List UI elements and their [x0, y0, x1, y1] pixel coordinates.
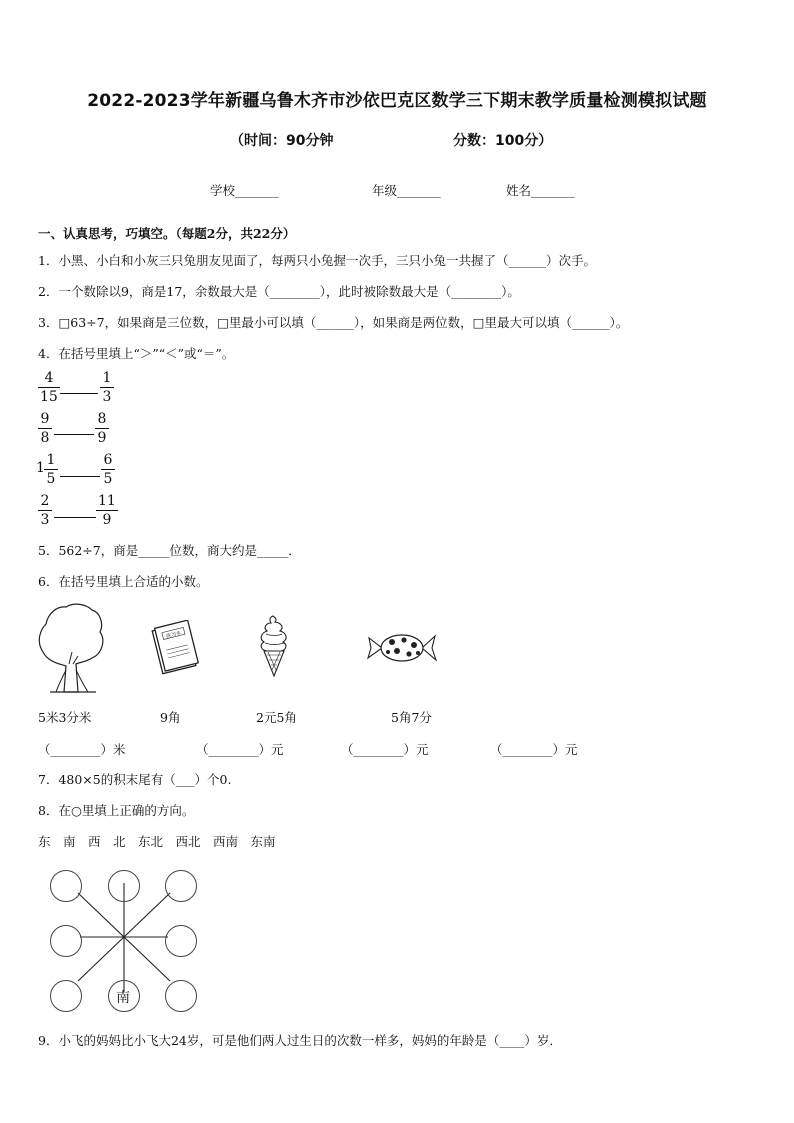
question-1: 1．小黑、小白和小灰三只兔朋友见面了，每两只小兔握一次手，三只小兔一共握了（______）次手。 — [38, 253, 596, 268]
direction-circle-northwest[interactable] — [50, 870, 82, 902]
grade-field[interactable]: 年级_______ — [372, 183, 441, 198]
direction-circle-north[interactable] — [108, 870, 140, 902]
direction-circle-northeast[interactable] — [165, 870, 197, 902]
fraction: 9 8 — [38, 410, 52, 447]
picture-label: 2元5角 — [256, 710, 297, 725]
direction-circle-east[interactable] — [165, 925, 197, 957]
answer-blank[interactable] — [60, 393, 98, 394]
answer-blank[interactable] — [60, 476, 100, 477]
answer-blank[interactable]: （________）元 — [341, 742, 429, 757]
answer-blank[interactable] — [54, 434, 94, 435]
tree-icon — [36, 600, 106, 696]
notebook-label: 练习本 — [165, 630, 182, 640]
question-6: 6．在括号里填上合适的小数。 — [38, 574, 209, 589]
fraction: 6 5 — [101, 451, 115, 488]
answer-blank[interactable]: （________）元 — [490, 742, 578, 757]
answer-blank[interactable]: （________）元 — [196, 742, 284, 757]
question-5: 5．562÷7，商是_____位数，商大约是_____． — [38, 543, 301, 558]
answer-blank[interactable]: （________）米 — [38, 742, 126, 757]
exam-title: 2022-2023学年新疆乌鲁木齐市沙依巴克区数学三下期末教学质量检测模拟试题 — [87, 91, 707, 111]
fraction: 2 3 — [38, 492, 52, 529]
south-label: 南 — [116, 990, 130, 1006]
question-4: 4．在括号里填上“＞”“＜”或“＝”。 — [38, 346, 235, 361]
name-field[interactable]: 姓名_______ — [506, 183, 575, 198]
fraction: 4 15 — [40, 370, 58, 405]
exam-score: 分数：100分） — [453, 133, 553, 149]
direction-circle-southwest[interactable] — [50, 980, 82, 1012]
picture-label: 5角7分 — [391, 710, 432, 725]
direction-options: 东 南 西 北 东北 西北 西南 东南 — [38, 834, 276, 849]
direction-circle-west[interactable] — [50, 925, 82, 957]
answer-blank[interactable] — [54, 517, 96, 518]
fraction: 1 3 — [100, 369, 114, 406]
question-8: 8．在○里填上正确的方向。 — [38, 803, 195, 818]
section-heading: 一、认真思考，巧填空。（每题2分，共22分） — [38, 226, 296, 241]
picture-label: 9角 — [160, 710, 181, 725]
direction-circle-southeast[interactable] — [165, 980, 197, 1012]
picture-label: 5米3分米 — [38, 710, 92, 725]
exam-time: （时间：90分钟 — [230, 133, 334, 149]
mixed-whole: 1 — [36, 460, 45, 476]
school-field[interactable]: 学校_______ — [210, 183, 279, 198]
notebook-icon — [148, 620, 202, 676]
question-2: 2．一个数除以9，商是17，余数最大是（________），此时被除数最大是（________）。 — [38, 284, 520, 299]
fraction: 11 9 — [98, 493, 116, 528]
fraction: 1 5 — [44, 451, 58, 488]
candy-icon — [366, 630, 438, 666]
question-7: 7．480×5的积末尾有（___）个0. — [38, 772, 232, 787]
question-3: 3．□63÷7，如果商是三位数，□里最小可以填（______），如果商是两位数，□里最大可以填（______）。 — [38, 315, 629, 330]
ice-cream-icon — [256, 612, 292, 680]
question-9: 9．小飞的妈妈比小飞大24岁，可是他们两人过生日的次数一样多，妈妈的年龄是（____）岁． — [38, 1033, 562, 1048]
fraction: 8 9 — [95, 410, 109, 447]
